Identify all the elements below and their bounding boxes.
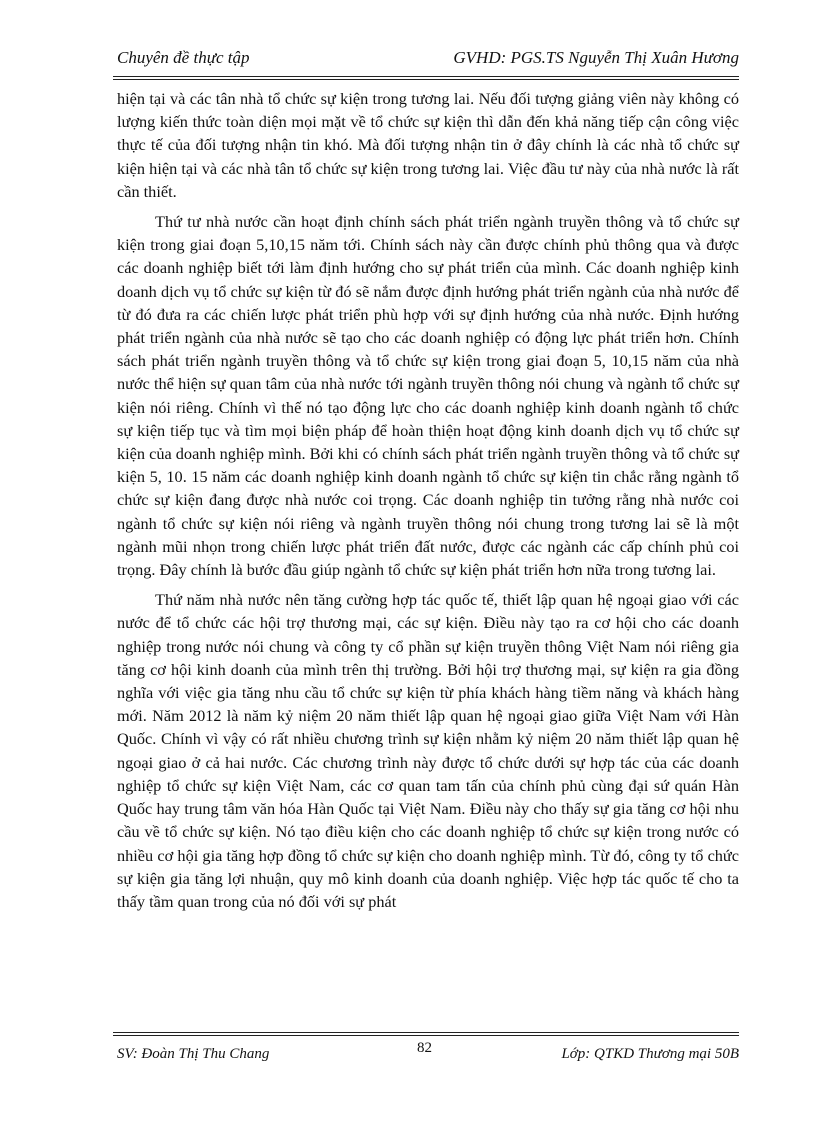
footer-rule [113,1032,739,1036]
footer-class: Lớp: QTKD Thương mại 50B [561,1046,739,1062]
body-text [117,87,739,920]
paragraph: Thứ tư nhà nước cần hoạt định chính sách phát triển ngành truyền thông và tổ chức sự kiện trong giai đoạn 5,10,15 năm tới. Chính sách này cần được chính phủ thông qua và được các doanh nghiệp biết tới làm định hướng cho sự phát triển của mình. Các doanh nghiệp kinh doanh dịch vụ tổ chức sự kiện từ đó sẽ nắm được định hướng phát triển ngành của nhà nước để từ đó đưa ra các chiến lược phát triển phù hợp với sự định hướng của nhà nước. Định hướng phát triển ngành của nhà nước sẽ tạo cho các doanh nghiệp có động lực phát triển hơn. Chính sách phát triển ngành truyền thông và tổ chức sự kiện trong giai đoạn 5, 10,15 năm của nhà nước thể hiện sự quan tâm của nhà nước tới ngành truyền thông nói chung và ngành tổ chức sự kiện nói riêng. Chính vì thế nó tạo động lực cho các doanh nghiệp kinh doanh ngành tổ chức sự kiện tiếp tục và tìm mọi biện pháp để hoàn thiện hoạt động kinh doanh dịch vụ tổ chức sự kiện của doanh nghiệp mình. Bởi khi có chính sách phát triển ngành truyền thông và tổ chức sự kiện 5, 10. 15 năm các doanh nghiệp kinh doanh ngành tổ chức sự kiện tin chắc rằng ngành tổ chức sự kiện đang được nhà nước coi trọng. Các doanh nghiệp tin tưởng rằng nhà nước coi ngành tổ chức sự kiện nói riêng và ngành truyền thông nói chung trong tương lai sẽ là một ngành mũi nhọn trong chiến lược phát triển đất nước, được các ngành các cấp chính phủ coi trọng. Đây chính là bước đầu giúp ngành tổ chức sự kiện phát triển hơn nữa trong tương lai. [117,212,739,580]
page-header [113,46,739,72]
footer-student: SV: Đoàn Thị Thu Chang [117,1046,270,1062]
header-supervisor: GVHD: PGS.TS Nguyễn Thị Xuân Hương [453,48,739,67]
page-footer [113,1040,739,1064]
header-rule [113,76,739,80]
paragraph-continuation: hiện tại và các tân nhà tổ chức sự kiện trong tương lai. Nếu đối tượng giảng viên này không có lượng kiến thức toàn diện mọi mặt về tổ chức sự kiện thì dẫn đến khả năng tiếp cận công việc thực tế của đối tượng nhận tin khó. Mà đối tượng nhận tin ở đây chính là các nhà tổ chức sự kiện hiện tại và các nhà tân tổ chức sự kiện trong tương lai. Việc đầu tư này của nhà nước là rất cần thiết. [117,89,739,201]
header-title: Chuyên đề thực tập [117,48,250,67]
paragraph: Thứ năm nhà nước nên tăng cường hợp tác quốc tế, thiết lập quan hệ ngoại giao với các nước để tổ chức các hội trợ thương mại, các sự kiện. Điều này tạo ra cơ hội cho các doanh nghiệp trong nước nói chung và công ty cổ phần sự kiện truyền thông Việt Nam nói riêng gia tăng cơ hội kinh doanh của mình trên thị trường. Bởi hội trợ thương mại, sự kiện ra gia đồng nghĩa với việc gia tăng nhu cầu tổ chức sự kiện từ phía khách hàng tiềm năng và khách hàng mới. Năm 2012 là năm kỷ niệm 20 năm thiết lập quan hệ ngoại giao giữa Việt Nam với Hàn Quốc. Chính vì vậy có rất nhiều chương trình sự kiện nhằm kỷ niệm 20 năm thiết lập quan hệ ngoại giao ở cả hai nước. Các chương trình này được tổ chức dưới sự hợp tác của các doanh nghiệp tổ chức sự kiện Việt Nam, các cơ quan tam tấn của chính phủ cùng đại sứ quán Hàn Quốc hay trung tâm văn hóa Hàn Quốc tại Việt Nam. Điều này cho thấy sự gia tăng cơ hội nhu cầu về tổ chức sự kiện. Nó tạo điều kiện cho các doanh nghiệp tổ chức sự kiện trong nước có nhiều cơ hội gia tăng hợp đồng tổ chức sự kiện cho doanh nghiệp mình. Từ đó, công ty tổ chức sự kiện gia tăng lợi nhuận, quy mô kinh doanh của doanh nghiệp. Việc hợp tác quốc tế cho ta thấy tầm quan trong của nó đối với sự phát [117,590,739,911]
page-number: 82 [417,1040,432,1056]
